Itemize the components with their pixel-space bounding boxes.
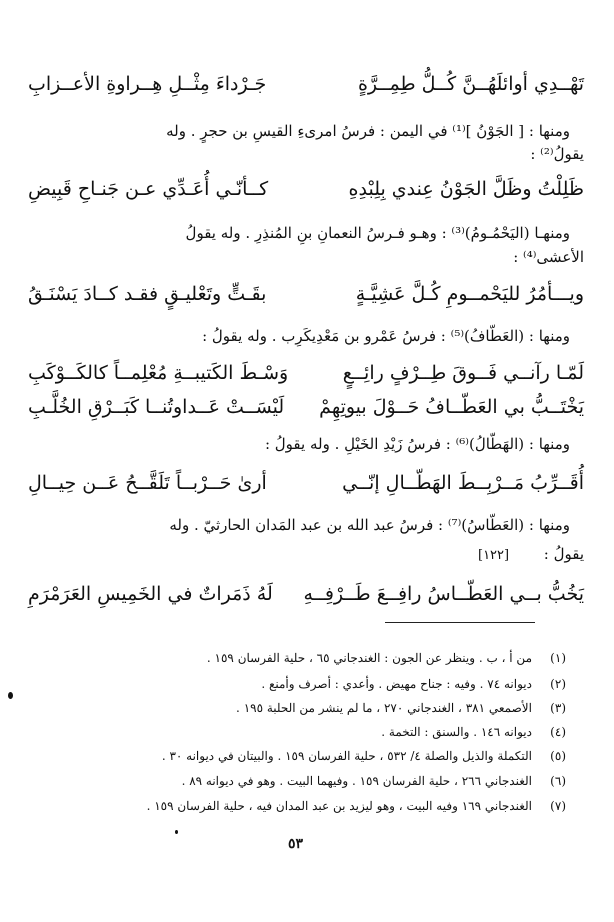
verse-first-hemistich: ويـــأمُرُ لليَحْمــومِ كُـلَّ عَشِيَّـةٍ bbox=[355, 283, 584, 305]
footnote-number: (٧) bbox=[550, 799, 566, 813]
prose-line: يقولُ⁽²⁾ : bbox=[530, 145, 584, 163]
footnote bbox=[38, 800, 566, 812]
scan-speck bbox=[8, 692, 13, 699]
verse-second-hemistich: أرىٰ حَــرْبــاً تَلَقَّــحُ عَــن حِيــالِ bbox=[28, 472, 267, 494]
footnote-separator bbox=[385, 622, 535, 623]
footnote bbox=[38, 652, 566, 664]
footnote bbox=[38, 726, 566, 738]
footnote-text: ديوانه ١٤٦ . والسنق : التخمة . bbox=[381, 725, 532, 739]
footnote-number: (٣) bbox=[550, 701, 566, 715]
footnote-number: (٢) bbox=[550, 677, 566, 691]
footnote bbox=[38, 678, 566, 690]
verse-second-hemistich: بقَـتٍّ وتَعْليـقٍ فقـد كــادَ يَسْنَـقُ bbox=[28, 283, 267, 305]
verse-line bbox=[28, 474, 584, 498]
verse-line bbox=[28, 398, 584, 422]
prose-line: ومنها : (الهَطّالُ)⁽⁶⁾ : فرسُ زَيْدِ الخَيْلِ . وله يقولُ : bbox=[264, 435, 570, 453]
verse-second-hemistich: جَـرْداءَ مِثْــلِ هِــراوةِ الأعــزابِ bbox=[28, 73, 267, 95]
verse-line bbox=[28, 364, 584, 388]
verse-first-hemistich: ظَلِلْتُ وظَلَّ الجَوْنُ عِندي بِلِبْدِهِ bbox=[348, 178, 584, 200]
margin-page-reference: [١٢٢] bbox=[478, 548, 510, 563]
footnote bbox=[38, 702, 566, 714]
footnote-number: (٦) bbox=[550, 774, 566, 788]
prose-line: الأعشى⁽⁴⁾ : bbox=[513, 248, 584, 266]
footnote bbox=[38, 750, 566, 762]
verse-line bbox=[28, 180, 584, 204]
prose-line: ومنها : (العَطّاسُ)⁽⁷⁾ : فرسُ عبد الله بن عبد المَدان الحارثيّ . وله bbox=[169, 516, 570, 534]
verse-line bbox=[28, 285, 584, 309]
verse-line bbox=[28, 585, 584, 609]
footnote bbox=[38, 775, 566, 787]
footnote-text: من أ ، ب . وينظر عن الجون : الغندجاني ٦٥ ، حلية الفرسان ١٥٩ . bbox=[206, 651, 532, 665]
footnote-text: التكملة والذيل والصلة ٤/ ٥٣٢ ، حلية الفرسان ١٥٩ . والبيتان في ديوانه ٣٠ . bbox=[161, 749, 532, 763]
verse-first-hemistich: لَمّـا رآنــي فَــوقَ طِــرْفٍ رائِــعٍ bbox=[342, 362, 584, 384]
verse-second-hemistich: لَيْسَــتْ عَــداوتُنــا كَبَــرْقِ الخُلَّـبِ bbox=[28, 396, 285, 418]
footnote-text: الغندجاني ٢٦٦ ، حلية الفرسان ١٥٩ . وفيهما البيت . وهو في ديوانه ٨٩ . bbox=[181, 774, 532, 788]
prose-line: يقولُ : bbox=[543, 545, 584, 563]
verse-second-hemistich: وَسْـطَ الكَتيبــةِ مُعْلِمــاً كالكَــوْكَبِ bbox=[28, 362, 289, 384]
prose-line: ومنها : [ الجَوْنُ ]‏⁽¹⁾ في اليمن : فرسُ امرىءِ القيسِ بن حجرٍ . وله bbox=[166, 122, 570, 140]
footnote-text: الأصمعي ٣٨١ ، الغندجاني ٢٧٠ ، ما لم ينشر من الحلبة ١٩٥ . bbox=[236, 701, 532, 715]
footnote-text: ديوانه ٧٤ . وفيه : جناح مهيض . وأعدي : أصرف وأمنع . bbox=[261, 677, 532, 691]
footnote-number: (١) bbox=[550, 651, 566, 665]
footnote-text: الغندجاني ١٦٩ وفيه البيت ، وهو ليزيد بن عبد المدان فيه ، حلية الفرسان ١٥٩ . bbox=[146, 799, 532, 813]
verse-line bbox=[28, 75, 584, 99]
verse-first-hemistich: يَخُبُّ بــي العَطّــاسُ رافِــعَ طَــرْفِــهِ bbox=[303, 583, 584, 605]
prose-line: ومنها : (العَطّافُ)⁽⁵⁾ : فرسُ عَمْرو بن مَعْدِيكَرِب . وله يقولُ : bbox=[202, 327, 570, 345]
verse-second-hemistich: لَهُ ذَمَراتٌ في الخَمِيسِ العَرَمْرَمِ bbox=[28, 583, 273, 605]
verse-first-hemistich: أُقَــرِّبُ مَــرْبِــطَ الهَطّــالِ إنّــي bbox=[342, 472, 584, 494]
page-number: ٥٣ bbox=[288, 836, 304, 852]
verse-second-hemistich: كــأنّـي أُعَـدِّي عـن جَنـاحِ قَبِيضِ bbox=[28, 178, 269, 200]
footnote-number: (٥) bbox=[550, 749, 566, 763]
prose-line: ومنهـا (اليَحْمُـومُ)⁽³⁾ : وهـو فـرسُ النعمانِ بنِ المُنذِرِ . وله يقولُ bbox=[185, 224, 570, 242]
scan-speck bbox=[175, 830, 178, 834]
verse-first-hemistich: يَخْتَــبُّ بي العَطّــافُ حَــوْلَ بيوتِهِمْ bbox=[319, 396, 584, 418]
footnote-number: (٤) bbox=[550, 725, 566, 739]
verse-first-hemistich: تَهْــدِي أوائلَهُــنَّ كُــلُّ طِمِــرَّةٍ bbox=[357, 73, 584, 95]
